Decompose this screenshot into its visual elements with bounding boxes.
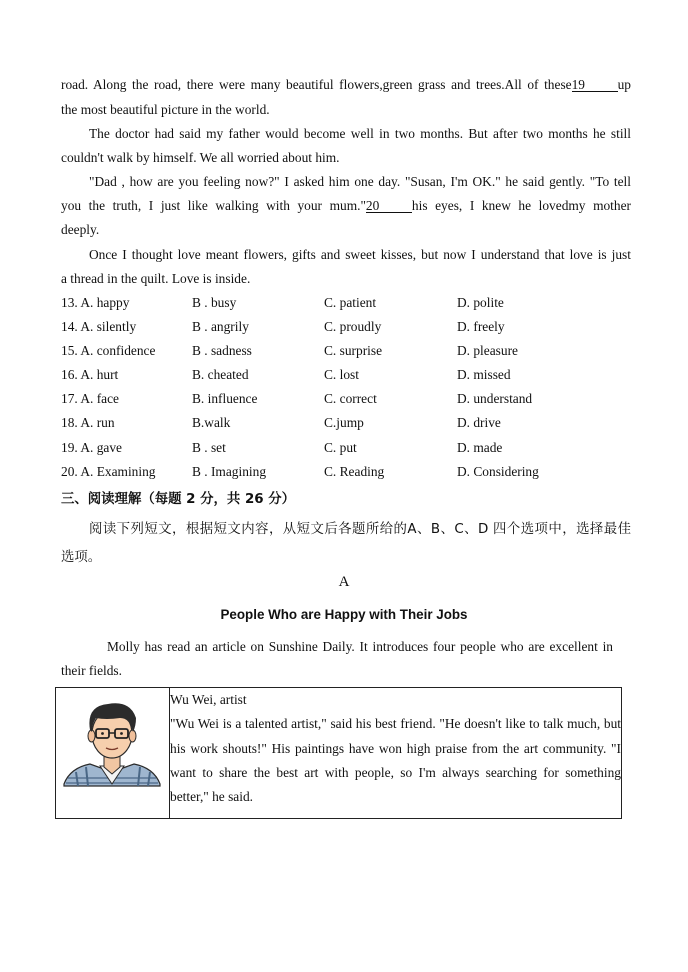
blank-19: 19 — [572, 78, 618, 92]
option-b: B . Imagining — [192, 464, 267, 479]
option-d: D. Considering — [457, 464, 539, 479]
option-d: D. drive — [457, 415, 501, 430]
option-c: C.jump — [324, 415, 364, 430]
option-c: C. correct — [324, 391, 377, 406]
passage-line-7: deeply. — [61, 222, 100, 237]
passage-line-8: Once I thought love meant flowers, gifts and sweet kisses, but now I understand that love is just — [89, 247, 631, 262]
option-c: C. patient — [324, 295, 377, 310]
section-instruction: 阅读下列短文，根据短文内容，从短文后各题所给的A、B、C、D 四个选项中，选择最佳 — [89, 522, 631, 537]
option-b: B . busy — [192, 295, 237, 310]
option-a: 13. A. happy — [61, 295, 130, 310]
question-19-options — [61, 440, 631, 458]
passage-intro-cont: their fields. — [61, 663, 122, 678]
option-a: 19. A. gave — [61, 440, 122, 455]
option-a: 18. A. run — [61, 415, 115, 430]
option-b: B. cheated — [192, 367, 249, 382]
option-b: B.walk — [192, 415, 231, 430]
passage-text: up — [617, 77, 631, 92]
question-15-options — [61, 343, 631, 361]
option-c: C. put — [324, 440, 357, 455]
passage-line-4: couldn't walk by himself. We all worried about him. — [61, 150, 340, 165]
passage-title: People Who are Happy with Their Jobs — [220, 607, 468, 622]
question-16-options — [61, 367, 631, 385]
blank-20: 20 — [366, 199, 412, 213]
option-c: C. proudly — [324, 319, 382, 334]
option-d: D. made — [457, 440, 503, 455]
passage-line-3: The doctor had said my father would become well in two months. But after two months he still — [89, 126, 631, 141]
passage-text: road. Along the road, there were many beautiful flowers,green grass and trees.All of these — [61, 77, 572, 92]
option-d: D. freely — [457, 319, 505, 334]
question-13-options — [61, 295, 631, 313]
option-b: B . angrily — [192, 319, 249, 334]
section-title: 三、阅读理解（每题 2 分，共 26 分） — [61, 492, 296, 507]
option-d: D. missed — [457, 367, 511, 382]
profile-card — [55, 687, 622, 819]
section-instruction-cont: 选项。 — [61, 550, 102, 565]
option-a: 14. A. silently — [61, 319, 137, 334]
question-17-options — [61, 391, 631, 409]
passage-line-5: "Dad , how are you feeling now?" I asked him one day. "Susan, I'm OK." he said gently. "To tell — [89, 174, 631, 189]
passage-line-2: the most beautiful picture in the world. — [61, 102, 270, 117]
option-c: C. surprise — [324, 343, 383, 358]
passage-intro: Molly has read an article on Sunshine Daily. It introduces four people who are excellent in — [107, 639, 613, 654]
option-d: D. pleasure — [457, 343, 518, 358]
profile-picture-cell — [56, 688, 170, 819]
option-b: B . sadness — [192, 343, 252, 358]
question-20-options — [61, 464, 631, 482]
profile-name: Wu Wei, artist — [170, 692, 247, 707]
passage-text: his eyes, I knew he lovedmy mother — [411, 198, 631, 213]
passage-letter: A — [338, 574, 350, 590]
option-d: D. polite — [457, 295, 504, 310]
passage-line-9: a thread in the quilt. Love is inside. — [61, 271, 251, 286]
passage-line-6 — [61, 198, 631, 214]
option-b: B . set — [192, 440, 226, 455]
option-c: C. Reading — [324, 464, 385, 479]
option-a: 15. A. confidence — [61, 343, 156, 358]
profile-description: "Wu Wei is a talented artist," said his best friend. "He doesn't like to talk much, but his work shouts!" His paintings have won high praise from the art community. "I want to share the best art with people, so I'm always searching for something better," he said. — [170, 716, 621, 805]
question-14-options — [61, 319, 631, 337]
passage-line-1 — [61, 77, 631, 93]
option-a: 20. A. Examining — [61, 464, 156, 479]
option-a: 16. A. hurt — [61, 367, 119, 382]
option-a: 17. A. face — [61, 391, 120, 406]
option-d: D. understand — [457, 391, 533, 406]
question-18-options — [61, 415, 631, 433]
profile-text-cell — [170, 688, 622, 819]
artist-avatar-icon — [56, 688, 169, 814]
passage-text: you the truth, I just like walking with your mum." — [61, 198, 366, 213]
option-c: C. lost — [324, 367, 359, 382]
option-b: B. influence — [192, 391, 258, 406]
